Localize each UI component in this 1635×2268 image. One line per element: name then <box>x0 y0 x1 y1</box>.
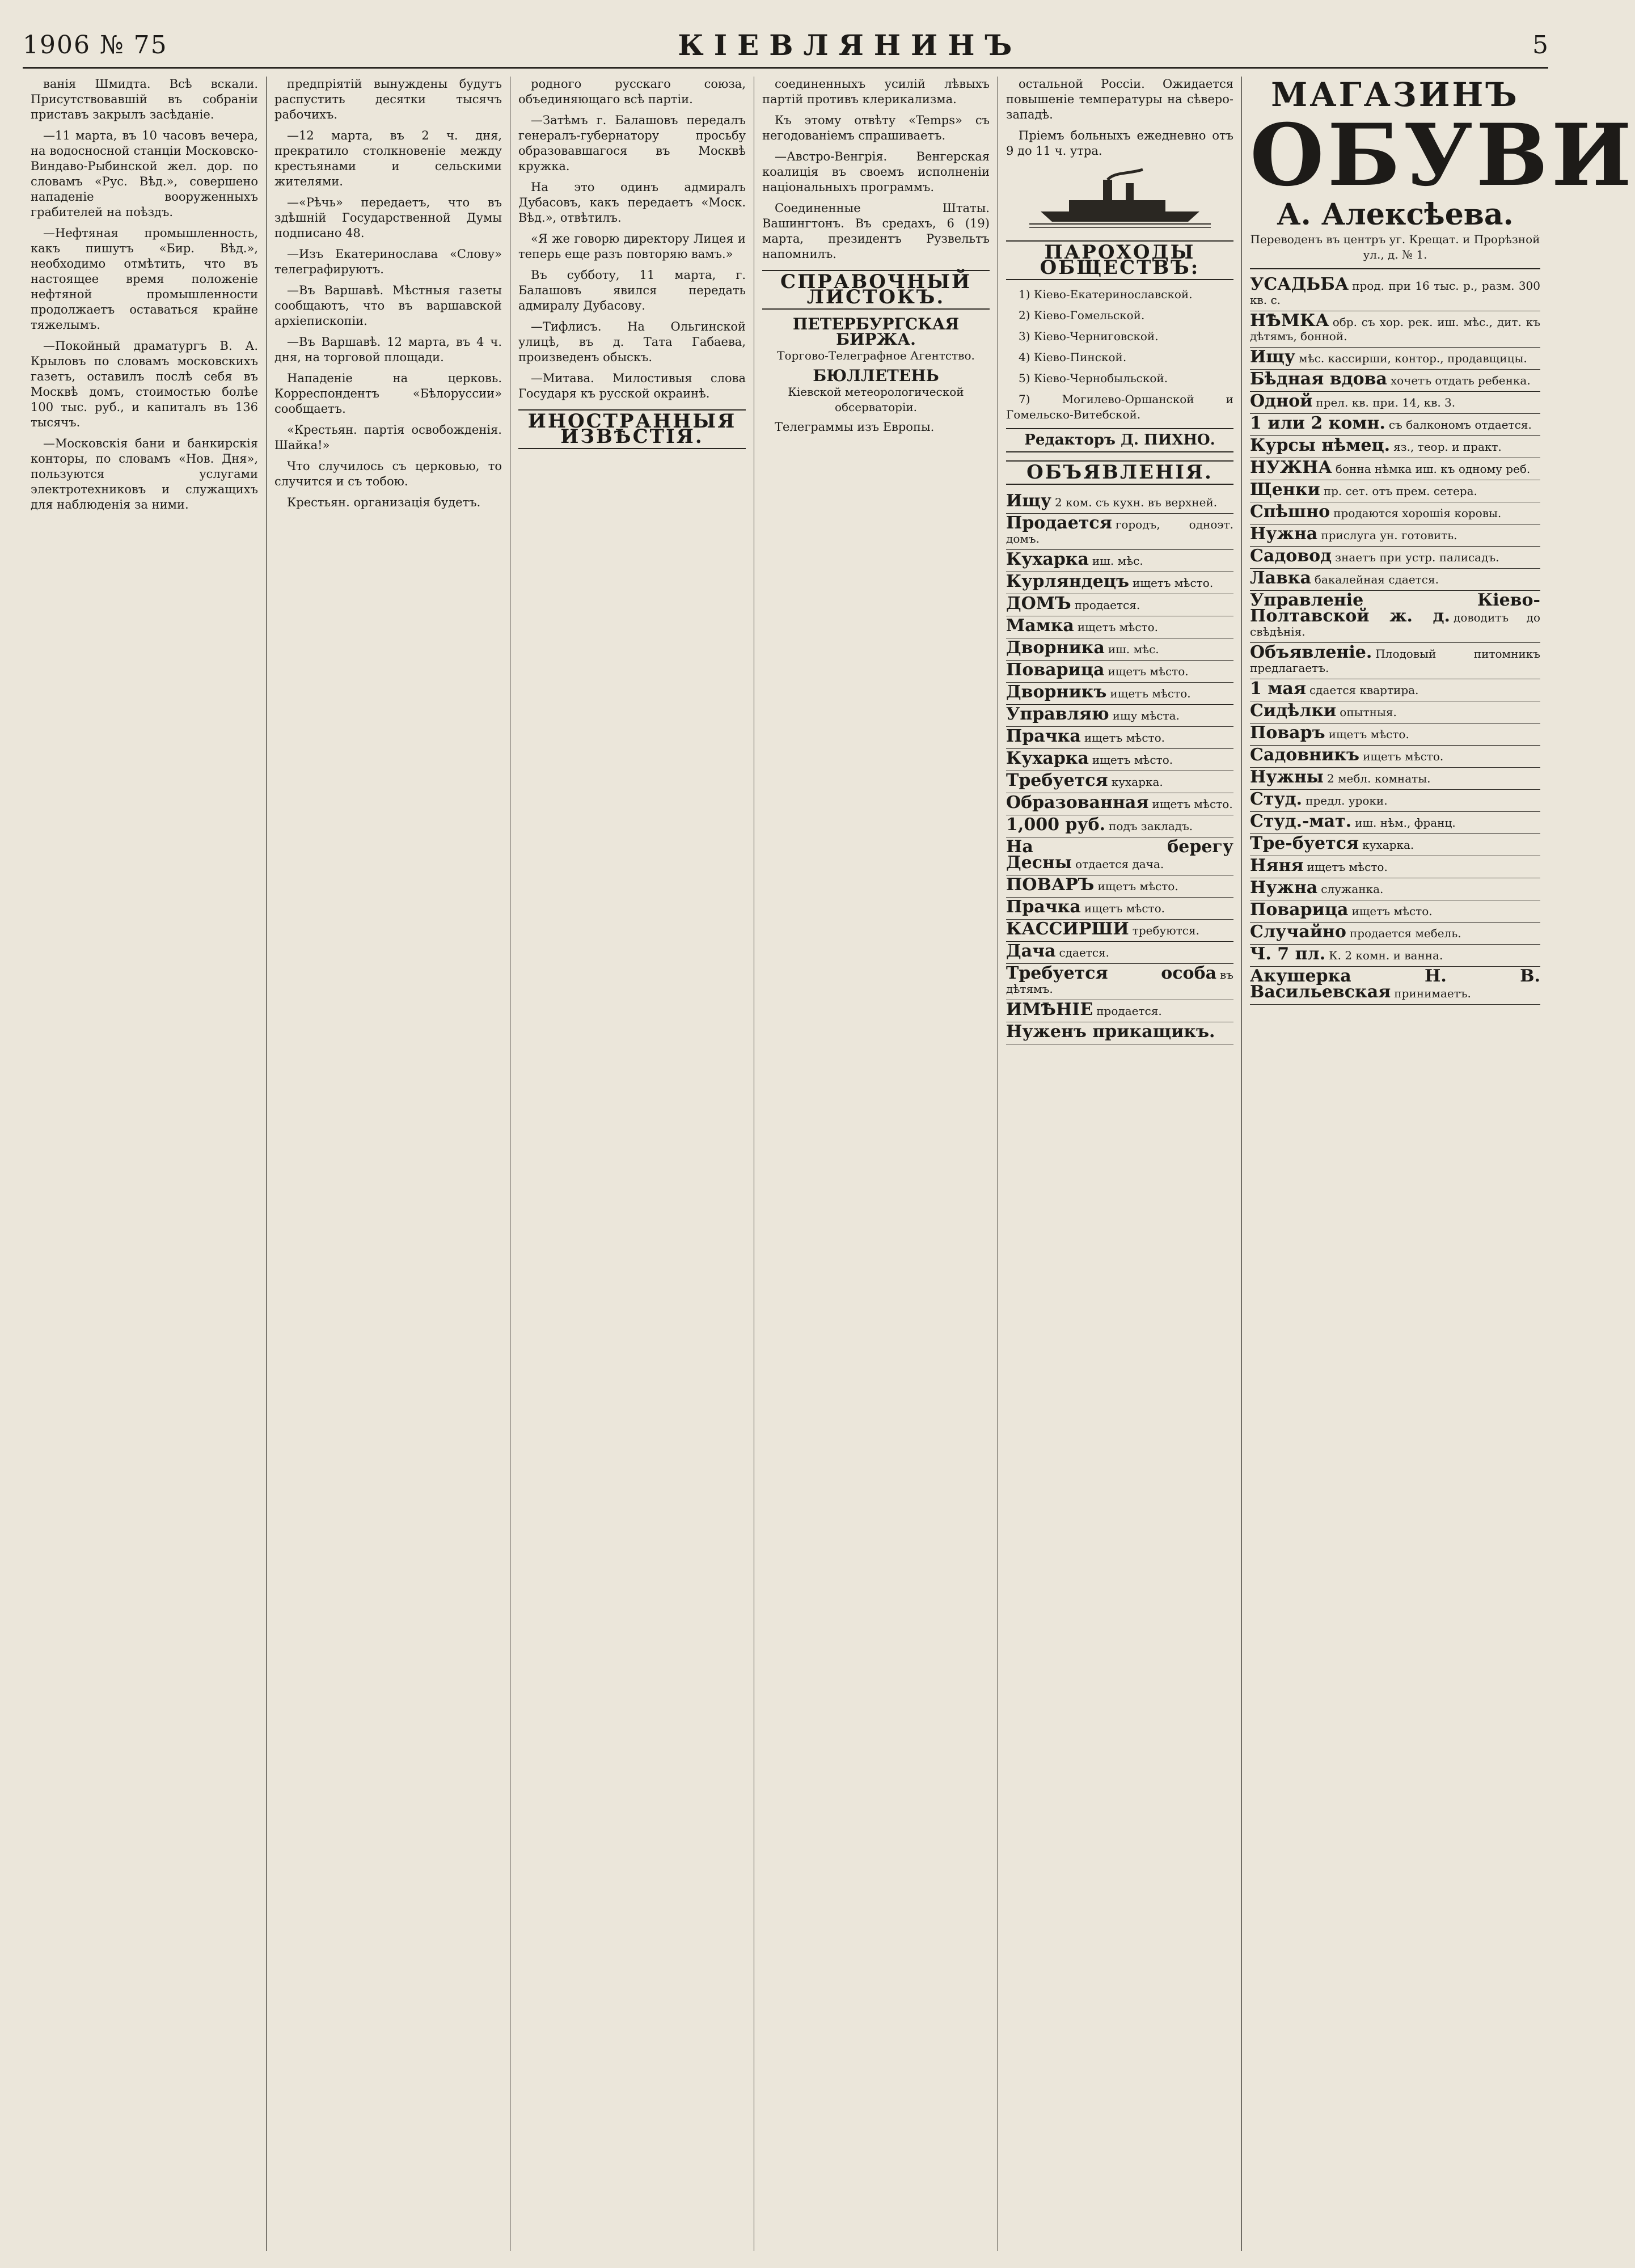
ad-keyword: Образованная <box>1006 793 1149 813</box>
ad-keyword: Случайно <box>1250 922 1346 942</box>
paragraph: —Въ Варшавѣ. Мѣстныя газеты сообщаютъ, что въ варшавской архіепископіи. <box>274 284 502 328</box>
ad-text: иш. нѣм., франц. <box>1355 816 1456 830</box>
ad-keyword: Студ. <box>1250 789 1303 809</box>
classified-ad <box>1250 723 1540 746</box>
ad-keyword: 1,000 руб. <box>1006 815 1106 835</box>
ad-text: требуются. <box>1132 924 1199 937</box>
paragraph: Въ субботу, 11 марта, г. Балашовъ явился передать адмиралу Дубасову. <box>518 268 746 312</box>
classified-ad <box>1250 370 1540 392</box>
paragraph: —Покойный драматургъ В. А. Крыловъ по словамъ московскихъ газетъ, оставилъ послѣ себя въ Москвѣ домъ, стоимостью болѣе 100 тыс. руб., и капиталъ въ 136 тысячъ. <box>31 339 258 429</box>
ad-keyword: Сидѣлки <box>1250 701 1337 721</box>
ad-text: ищетъ мѣсто. <box>1351 904 1433 918</box>
ad-keyword: ПОВАРЪ <box>1006 875 1095 895</box>
ad-text: ищу мѣста. <box>1112 709 1180 722</box>
paragraph: На это одинъ адмиралъ Дубасовъ, какъ передаетъ «Моск. Вѣд.», отвѣтилъ. <box>518 180 746 225</box>
classified-ad <box>1250 967 1540 1005</box>
ad-keyword: Студ.-мат. <box>1250 811 1352 831</box>
paragraph: ванія Шмидта. Всѣ вскали. Присутствовавшій въ собраніи приставъ закрылъ засѣданіе. <box>31 77 258 121</box>
paragraph: —Митава. Милостивыя слова Государя къ русской окраинѣ. <box>518 371 746 400</box>
classified-ad <box>1250 348 1540 370</box>
ad-keyword: Требуется <box>1006 771 1108 790</box>
owner-name: А. Алексѣева. <box>1277 197 1514 232</box>
ad-text: яз., теор. и практ. <box>1393 440 1502 454</box>
ad-keyword: 1 мая <box>1250 679 1306 699</box>
ad-keyword: Требуется особа <box>1006 963 1217 983</box>
classified-ad <box>1250 547 1540 569</box>
ad-keyword: Нужна <box>1250 878 1318 898</box>
year-issue: 1906 № 75 <box>23 30 168 60</box>
classified-ad <box>1006 550 1233 572</box>
ad-keyword: Объявленіе. <box>1250 642 1372 662</box>
ad-keyword: КАССИРШИ <box>1006 919 1129 939</box>
ad-keyword: Ищу <box>1250 347 1296 367</box>
ad-text: кухарка. <box>1111 775 1163 789</box>
classified-ad <box>1250 923 1540 945</box>
ad-text: отдается дача. <box>1075 857 1164 871</box>
paragraph: —Московскія бани и банкирскія конторы, по словамъ «Нов. Дня», пользуются услугами электротехниковъ и служащихъ для наблюденія за ними. <box>31 437 258 511</box>
paragraph: —Затѣмъ г. Балашовъ передалъ генералъ-губернатору просьбу образовавшагося въ Москвѣ кружка. <box>518 113 746 173</box>
classified-ad <box>1250 679 1540 701</box>
classified-ad <box>1006 837 1233 875</box>
classified-ad <box>1006 492 1233 514</box>
ad-keyword: Садовникъ <box>1250 745 1360 765</box>
column-2 <box>267 77 510 2251</box>
classified-ad <box>1006 661 1233 683</box>
ad-text: пр. сет. отъ прем. сетера. <box>1323 484 1477 498</box>
column-1 <box>23 77 267 2251</box>
ad-text: бонна нѣмка иш. къ одному реб. <box>1335 462 1531 476</box>
ad-keyword: Одной <box>1250 391 1313 411</box>
ad-text: обр. съ хор. рек. иш. мѣс., дит. къ дѣтямъ, бонной. <box>1250 315 1540 343</box>
classified-ad <box>1250 812 1540 834</box>
classified-ad <box>1006 964 1233 1000</box>
ad-keyword: Управляю <box>1006 704 1109 724</box>
steamer-line: 7) Могилево-Оршанской и Гомельско-Витебской. <box>1006 392 1233 421</box>
classified-ad <box>1250 945 1540 967</box>
paragraph: Телеграммы изъ Европы. <box>775 420 935 434</box>
columns <box>23 75 1635 2251</box>
ad-keyword: Продается <box>1006 513 1112 533</box>
paragraph: соединенныхъ усилій лѣвыхъ партій противъ клерикализма. <box>762 77 990 106</box>
paragraph: остальной Россіи. Ожидается повышеніе температуры на сѣверо-западѣ. <box>1006 77 1233 121</box>
ad-text: прел. кв. при. 14, кв. 3. <box>1316 396 1456 409</box>
ad-text: прислуга ун. готовить. <box>1321 528 1457 542</box>
paragraph: —Нефтяная промышленность, какъ пишутъ «Бир. Вѣд.», необходимо отмѣтить, что въ настоящее время положеніе нефтяной промышленности продолжаетъ оставаться крайне тяжелымъ. <box>31 226 258 332</box>
ad-keyword: Дворника <box>1006 638 1105 658</box>
stock-exchange-heading: ПЕТЕРБУРГСКАЯ БИРЖА. <box>792 315 960 349</box>
ad-text: ищетъ мѣсто. <box>1108 665 1189 678</box>
classified-ad <box>1006 683 1233 705</box>
ad-text: ищетъ мѣсто. <box>1363 750 1444 763</box>
ad-keyword: Нужна <box>1250 524 1318 544</box>
ad-text: подъ закладъ. <box>1109 819 1193 833</box>
classified-ad <box>1250 311 1540 348</box>
ad-text: мѣс. кассирши, контор., продавщицы. <box>1299 352 1527 365</box>
shoe-shop-ad <box>1250 75 1635 269</box>
ad-keyword: 1 или 2 комн. <box>1250 413 1385 433</box>
classified-ad <box>1250 458 1540 480</box>
classified-ad <box>1250 790 1540 812</box>
ad-keyword: НУЖНА <box>1250 458 1332 477</box>
classified-ad <box>1006 1022 1233 1044</box>
ad-keyword: Няня <box>1250 856 1304 875</box>
column-3 <box>510 77 754 2251</box>
ad-keyword: УСАДЬБА <box>1250 274 1349 294</box>
column-6-ads <box>1242 75 1635 2251</box>
classified-ad <box>1250 275 1540 311</box>
ad-keyword: Нуженъ прикащикъ. <box>1006 1022 1215 1042</box>
bulletin-heading: БЮЛЛЕТЕНЬ <box>813 366 939 385</box>
ad-text: К. 2 комн. и ванна. <box>1329 949 1443 962</box>
ad-text: предл. уроки. <box>1306 794 1388 807</box>
classified-ad <box>1006 705 1233 727</box>
ad-text: городъ, одноэт. домъ. <box>1006 518 1233 545</box>
ad-text: 2 мебл. комнаты. <box>1326 772 1431 785</box>
classified-ad <box>1250 768 1540 790</box>
ad-text: ищетъ мѣсто. <box>1328 727 1409 741</box>
ad-text: ищетъ мѣсто. <box>1307 860 1388 874</box>
ad-keyword: Мамка <box>1006 616 1074 636</box>
ad-keyword: Спѣшно <box>1250 502 1330 522</box>
ad-text: ищетъ мѣсто. <box>1110 687 1191 700</box>
ad-text: 2 ком. съ кухн. въ верхней. <box>1055 496 1218 509</box>
ad-text: ищетъ мѣсто. <box>1133 576 1214 590</box>
newspaper-title: КІЕВЛЯНИНЪ <box>678 28 1023 62</box>
ad-keyword: Лавка <box>1250 568 1311 588</box>
paragraph: Нападеніе на церковь. Корреспондентъ «Бѣлоруссии» сообщаетъ. <box>274 371 502 416</box>
classified-ad <box>1250 569 1540 591</box>
ad-text: ищетъ мѣсто. <box>1084 731 1165 744</box>
ad-keyword: Прачка <box>1006 897 1081 917</box>
ad-text: продается мебель. <box>1349 926 1461 940</box>
ad-keyword: Курсы нѣмец. <box>1250 435 1391 455</box>
paragraph: «Крестьян. партія освобожденія. Шайка!» <box>274 423 502 452</box>
classified-ad <box>1250 701 1540 723</box>
ad-keyword: Кухарка <box>1006 549 1089 569</box>
classified-ad <box>1006 875 1233 898</box>
ad-keyword: Бѣдная вдова <box>1250 369 1387 389</box>
ad-keyword: НѢМКА <box>1250 311 1329 331</box>
paragraph: Пріемъ больныхъ ежедневно отъ 9 до 11 ч. утра. <box>1006 129 1233 158</box>
paragraph: предпріятій вынуждены будутъ распустить десятки тысячъ рабочихъ. <box>274 77 502 121</box>
paragraph: —12 марта, въ 2 ч. дня, прекратило столкновеніе между крестьянами и сельскими жителями. <box>274 129 502 188</box>
steamship-icon <box>1029 167 1211 230</box>
classified-ad <box>1250 414 1540 436</box>
ad-text: ищетъ мѣсто. <box>1097 879 1178 893</box>
ad-text: служанка. <box>1321 882 1384 896</box>
announcements-heading: ОБЪЯВЛЕНІЯ. <box>1006 460 1233 485</box>
paragraph: —Тифлисъ. На Ольгинской улицѣ, въ д. Тата Габаева, произведенъ обыскъ. <box>518 320 746 364</box>
ad-keyword: Поварица <box>1006 660 1105 680</box>
ad-text: хочетъ отдать ребенка. <box>1390 374 1531 387</box>
ad-keyword: Ч. 7 пл. <box>1250 944 1326 964</box>
ad-text: иш. мѣс. <box>1108 642 1159 656</box>
paragraph: —Въ Варшавѣ. 12 марта, въ 4 ч. дня, на торговой площади. <box>274 335 502 364</box>
steamers-heading: ПАРОХОДЫ ОБЩЕСТВЪ: <box>1006 240 1233 280</box>
classified-ad <box>1006 920 1233 942</box>
page-number: 5 <box>1532 30 1548 60</box>
paragraph: Къ этому отвѣту «Temps» съ негодованіемъ спрашиваетъ. <box>762 113 990 142</box>
goods-word: ОБУВИ <box>1250 105 1635 205</box>
reference-sheet-heading: СПРАВОЧНЫЙ ЛИСТОКЪ. <box>762 270 990 310</box>
observatory-line: Кіевской метеорологической обсерваторіи. <box>788 385 964 414</box>
ad-keyword: ИМѢНІЕ <box>1006 1000 1093 1019</box>
column-5 <box>998 77 1242 2251</box>
foreign-news-heading: ИНОСТРАННЫЯ ИЗВѢСТІЯ. <box>518 409 746 449</box>
classified-ad <box>1006 638 1233 661</box>
paragraph: —«Рѣчь» передаетъ, что въ здѣшній Государственной Думы подписано 48. <box>274 196 502 240</box>
classifieds-middle <box>1006 492 1233 1044</box>
classified-ad <box>1250 524 1540 547</box>
paragraph: —Изъ Екатеринослава «Слову» телеграфируютъ. <box>274 247 502 276</box>
classified-ad <box>1250 900 1540 923</box>
ad-text: ищетъ мѣсто. <box>1077 620 1158 634</box>
ad-keyword: Нужны <box>1250 767 1324 787</box>
classified-ad <box>1250 834 1540 856</box>
ad-keyword: Поваръ <box>1250 723 1325 743</box>
ad-text: продаются хорошія коровы. <box>1333 506 1502 520</box>
classified-ad <box>1006 793 1233 815</box>
steamer-line: 4) Кіево-Пинской. <box>1019 350 1127 364</box>
steamer-line: 2) Кіево-Гомельской. <box>1019 308 1145 322</box>
ad-keyword: Дворникъ <box>1006 682 1107 702</box>
ad-keyword: Поварица <box>1250 900 1349 920</box>
ad-text: сдается. <box>1059 946 1110 959</box>
ad-text: въ дѣтямъ. <box>1006 968 1233 996</box>
classified-ad <box>1006 815 1233 837</box>
steamer-line: 3) Кіево-Черниговской. <box>1019 329 1159 343</box>
classified-ad <box>1250 436 1540 458</box>
classified-ad <box>1250 878 1540 900</box>
steamer-line: 1) Кіево-Екатеринославской. <box>1019 287 1193 301</box>
ad-keyword: Дача <box>1006 941 1056 961</box>
editor-line: Редакторъ Д. ПИХНО. <box>1006 428 1233 452</box>
classified-ad <box>1250 591 1540 643</box>
ad-keyword: Курляндецъ <box>1006 572 1130 591</box>
ad-keyword: Ищу <box>1006 491 1052 511</box>
ad-text: ищетъ мѣсто. <box>1152 797 1233 811</box>
ad-text: съ балкономъ отдается. <box>1388 418 1532 431</box>
ad-text: доводитъ до свѣдѣнія. <box>1250 611 1540 638</box>
classified-ad <box>1006 572 1233 594</box>
ad-text: продается. <box>1096 1004 1162 1018</box>
classified-ad <box>1006 594 1233 616</box>
page-header <box>23 23 1548 69</box>
ad-text: иш. мѣс. <box>1092 554 1143 568</box>
ad-keyword: На берегу Десны <box>1006 837 1233 873</box>
paragraph: —Австро-Венгрія. Венгерская коалиція въ своемъ исполненіи національныхъ программъ. <box>762 150 990 194</box>
ad-keyword: Садовод <box>1250 546 1332 566</box>
classified-ad <box>1006 616 1233 638</box>
classified-ad <box>1250 746 1540 768</box>
ad-text: кухарка. <box>1362 838 1414 852</box>
ad-text: сдается квартира. <box>1309 683 1419 697</box>
paragraph: родного русскаго союза, объединяющаго всѣ партіи. <box>518 77 746 106</box>
paragraph: —11 марта, въ 10 часовъ вечера, на водосносной станціи Московско-Виндаво-Рыбинской жел. дор. по словамъ «Рус. Вѣд.», совершено нападеніе вооруженныхъ грабителей на поѣздъ. <box>31 129 258 219</box>
ad-text: ищетъ мѣсто. <box>1092 753 1173 767</box>
classified-ad <box>1006 727 1233 749</box>
column-4 <box>754 77 998 2251</box>
ad-keyword: Акушерка Н. В. Васильевская <box>1250 966 1540 1002</box>
ad-keyword: Управленіе Кіево-Полтавской ж. д. <box>1250 590 1540 626</box>
classified-ad <box>1006 771 1233 793</box>
ad-keyword: ДОМЪ <box>1006 594 1071 613</box>
ad-text: ищетъ мѣсто. <box>1084 902 1165 915</box>
paragraph: Переводенъ въ центръ уг. Крещат. и Прорѣзной ул., д. № 1. <box>1250 232 1540 261</box>
classified-ad <box>1250 643 1540 679</box>
classified-ad <box>1006 749 1233 771</box>
paragraph: Крестьян. организація будетъ. <box>287 496 481 509</box>
ad-keyword: Щенки <box>1250 480 1320 500</box>
paragraph: «Я же говорю директору Лицея и теперь еще разъ повторяю вамъ.» <box>518 232 746 261</box>
ad-keyword: Кухарка <box>1006 748 1089 768</box>
classified-ad <box>1250 502 1540 524</box>
steamer-line: 5) Кіево-Чернобыльской. <box>1019 371 1168 385</box>
classified-ad <box>1006 898 1233 920</box>
ad-keyword: Прачка <box>1006 726 1081 746</box>
paragraph: Соединенные Штаты. Вашингтонъ. Въ средахъ, 6 (19) марта, президентъ Рузвельтъ напомнилъ. <box>762 201 990 261</box>
agency-line: Торгово-Телеграфное Агентство. <box>777 349 975 362</box>
ad-text: принимаетъ. <box>1394 987 1471 1000</box>
classified-ad <box>1006 1000 1233 1022</box>
classified-ad <box>1006 942 1233 964</box>
classifieds-right <box>1250 275 1540 1005</box>
shop-word: МАГАЗИНЪ <box>1271 75 1519 114</box>
ad-text: опытныя. <box>1340 705 1397 719</box>
ad-text: прод. при 16 тыс. р., разм. 300 кв. с. <box>1250 279 1540 307</box>
classified-ad <box>1250 480 1540 502</box>
classified-ad <box>1250 856 1540 878</box>
ad-text: Плодовый питомникъ предлагаетъ. <box>1250 647 1540 675</box>
ad-text: продается. <box>1074 598 1140 612</box>
ad-text: знаетъ при устр. палисадъ. <box>1335 551 1499 564</box>
ad-text: бакалейная сдается. <box>1314 573 1439 586</box>
paragraph: Что случилось съ церковью, то случится и съ тобою. <box>274 459 502 488</box>
classified-ad <box>1250 392 1540 414</box>
ad-keyword: Тре-буется <box>1250 833 1359 853</box>
classified-ad <box>1006 514 1233 550</box>
steamship-illustration <box>1006 164 1233 232</box>
